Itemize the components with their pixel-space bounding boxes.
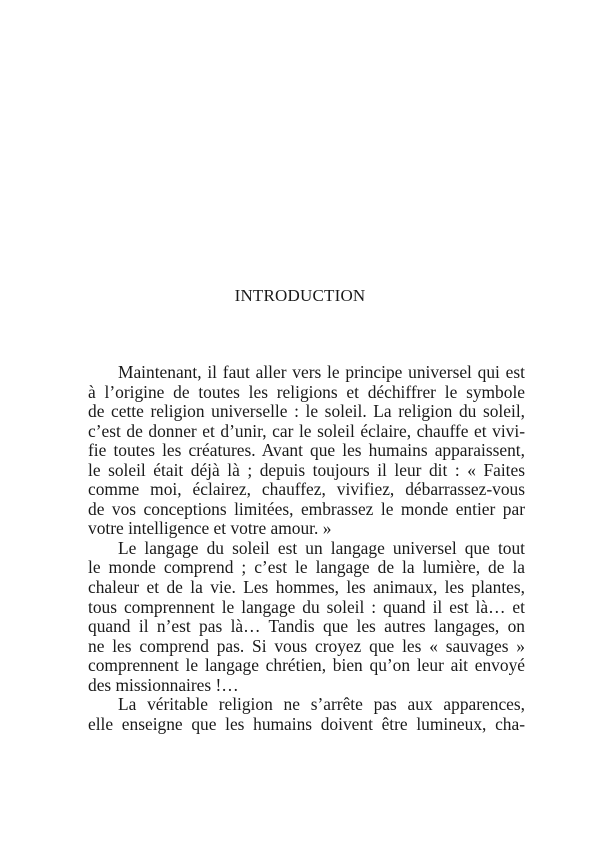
text-line: de cette religion universelle : le soleil. La religion du soleil, [88,401,525,422]
paragraph-3 [88,695,525,734]
text-line: à l’origine de toutes les religions et déchiffrer le symbole [88,381,525,402]
text-line: fie toutes les créatures. Avant que les humains apparaissent, [88,440,525,461]
text-line: comme moi, éclairez, chauffez, vivifiez, débarrassez-vous [88,479,525,500]
text-line: Maintenant, il faut aller vers le principe universel qui est [118,362,525,382]
text-line: de vos conceptions limitées, embrassez le monde entier par [88,498,525,519]
text-line: votre intelligence et votre amour. » [88,518,332,539]
text-line: ne les comprend pas. Si vous croyez que les « sauvages » [88,635,525,656]
paragraph-2 [88,539,525,695]
paragraph-1 [88,363,525,539]
text-line: La véritable religion ne s’arrête pas aux apparences, [118,694,525,715]
text-line: tous comprennent le langage du soleil : quand il est là… et [88,596,525,617]
text-line: des missionnaires !… [88,674,239,695]
text-line: comprennent le langage chrétien, bien qu’on leur ait envoyé [88,655,525,676]
text-line: le monde comprend ; c’est le langage de la lumière, de la [88,557,525,578]
body-text [88,363,525,734]
chapter-title: INTRODUCTION [234,286,366,305]
text-line: le soleil était déjà là ; depuis toujours il leur dit : « Faites [88,459,525,480]
text-line: Le langage du soleil est un langage universel que tout [118,537,525,558]
text-line: elle enseigne que les humains doivent être lumineux, cha- [88,713,525,734]
text-line: chaleur et de la vie. Les hommes, les animaux, les plantes, [88,577,525,598]
text-line: quand il n’est pas là… Tandis que les autres langages, on [88,616,525,637]
text-line: c’est de donner et d’unir, car le soleil éclaire, chauffe et vivi- [88,420,525,441]
